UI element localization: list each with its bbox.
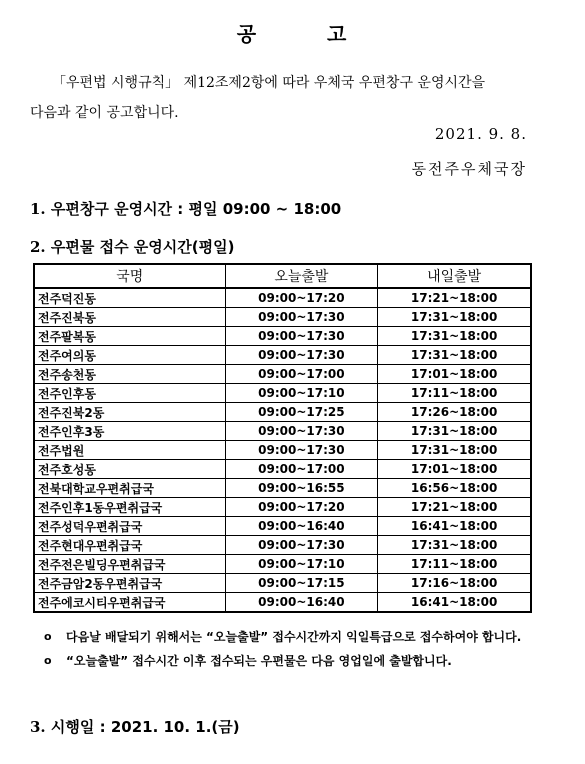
intro-line-1: 「우편법 시행규칙」 제12조제2항에 따라 우체국 우편창구 운영시간을 [52, 75, 486, 91]
office-name-cell: 전주에코시티우편취급국 [34, 593, 225, 613]
tomorrow-departure-cell: 16:41~18:00 [378, 517, 531, 536]
today-departure-cell: 09:00~17:10 [225, 555, 378, 574]
tomorrow-departure-cell: 17:31~18:00 [378, 422, 531, 441]
header-tomorrow-departure: 내일출발 [378, 264, 531, 288]
office-name-cell: 전주성덕우편취급국 [34, 517, 225, 536]
office-name-cell: 전주금암2동우편취급국 [34, 574, 225, 593]
today-departure-cell: 09:00~17:15 [225, 574, 378, 593]
note-text: 다음날 배달되기 위해서는 “오늘출발” 접수시간까지 익일특급으로 접수하여야 합니다. [66, 630, 522, 644]
note-item [44, 626, 544, 648]
intro-paragraph [30, 68, 555, 128]
office-name-cell: 전주송천동 [34, 365, 225, 384]
tomorrow-departure-cell: 17:21~18:00 [378, 288, 531, 308]
bullet-icon: o [44, 654, 52, 667]
tomorrow-departure-cell: 17:31~18:00 [378, 308, 531, 327]
tomorrow-departure-cell: 17:31~18:00 [378, 346, 531, 365]
tomorrow-departure-cell: 17:31~18:00 [378, 327, 531, 346]
note-item [44, 650, 544, 672]
notice-issuer: 동전주우체국장 [411, 160, 527, 178]
today-departure-cell: 09:00~17:10 [225, 384, 378, 403]
section-2-heading [30, 236, 234, 257]
today-departure-cell: 09:00~16:40 [225, 593, 378, 613]
table-row [34, 365, 531, 384]
notes-list [44, 626, 544, 672]
office-name-cell: 전주전은빌딩우편취급국 [34, 555, 225, 574]
table-row [34, 593, 531, 613]
tomorrow-departure-cell: 17:31~18:00 [378, 536, 531, 555]
tomorrow-departure-cell: 16:41~18:00 [378, 593, 531, 613]
table-row [34, 574, 531, 593]
office-name-cell: 전주덕진동 [34, 288, 225, 308]
tomorrow-departure-cell: 16:56~18:00 [378, 479, 531, 498]
tomorrow-departure-cell: 17:16~18:00 [378, 574, 531, 593]
section-3-text: 시행일 : 2021. 10. 1.(금) [50, 718, 240, 736]
table-row [34, 536, 531, 555]
section-2-number: 2. [30, 238, 46, 256]
office-name-cell: 전주인후동 [34, 384, 225, 403]
office-name-cell: 전주팔복동 [34, 327, 225, 346]
tomorrow-departure-cell: 17:21~18:00 [378, 498, 531, 517]
today-departure-cell: 09:00~17:30 [225, 536, 378, 555]
tomorrow-departure-cell: 17:01~18:00 [378, 460, 531, 479]
today-departure-cell: 09:00~17:20 [225, 288, 378, 308]
header-today-departure: 오늘출발 [225, 264, 378, 288]
tomorrow-departure-cell: 17:11~18:00 [378, 555, 531, 574]
section-3-number: 3. [30, 718, 46, 736]
section-1-text: 우편창구 운영시간 : 평일 09:00 ~ 18:00 [50, 200, 342, 218]
table-row [34, 498, 531, 517]
table-row [34, 403, 531, 422]
today-departure-cell: 09:00~17:30 [225, 441, 378, 460]
tomorrow-departure-cell: 17:01~18:00 [378, 365, 531, 384]
table-row [34, 346, 531, 365]
notice-title: 공 고 [236, 22, 349, 46]
section-1-number: 1. [30, 200, 46, 218]
office-name-cell: 전주진북동 [34, 308, 225, 327]
office-name-cell: 전주현대우편취급국 [34, 536, 225, 555]
section-3-heading [30, 716, 240, 737]
tomorrow-departure-cell: 17:31~18:00 [378, 441, 531, 460]
table-row [34, 479, 531, 498]
office-name-cell: 전주여의동 [34, 346, 225, 365]
intro-line-2: 다음과 같이 공고합니다. [30, 105, 179, 121]
office-name-cell: 전주진북2동 [34, 403, 225, 422]
header-office-name: 국명 [34, 264, 225, 288]
notice-date: 2021. 9. 8. [434, 125, 527, 143]
section-2-text: 우편물 접수 운영시간(평일) [50, 238, 235, 256]
office-name-cell: 전주인후3동 [34, 422, 225, 441]
table-row [34, 555, 531, 574]
table-row [34, 517, 531, 536]
table-row [34, 422, 531, 441]
table-row [34, 288, 531, 308]
office-name-cell: 전주호성동 [34, 460, 225, 479]
today-departure-cell: 09:00~16:40 [225, 517, 378, 536]
today-departure-cell: 09:00~16:55 [225, 479, 378, 498]
today-departure-cell: 09:00~17:30 [225, 308, 378, 327]
table-row [34, 384, 531, 403]
table-row [34, 460, 531, 479]
table-row [34, 327, 531, 346]
today-departure-cell: 09:00~17:30 [225, 346, 378, 365]
table-row [34, 441, 531, 460]
tomorrow-departure-cell: 17:26~18:00 [378, 403, 531, 422]
office-name-cell: 전북대학교우편취급국 [34, 479, 225, 498]
today-departure-cell: 09:00~17:25 [225, 403, 378, 422]
hours-table [33, 263, 532, 613]
office-name-cell: 전주인후1동우편취급국 [34, 498, 225, 517]
bullet-icon: o [44, 630, 52, 643]
table-row [34, 308, 531, 327]
table-header-row [34, 264, 531, 288]
today-departure-cell: 09:00~17:30 [225, 327, 378, 346]
today-departure-cell: 09:00~17:00 [225, 460, 378, 479]
note-text: “오늘출발” 접수시간 이후 접수되는 우편물은 다음 영업일에 출발합니다. [66, 654, 452, 668]
tomorrow-departure-cell: 17:11~18:00 [378, 384, 531, 403]
office-name-cell: 전주법원 [34, 441, 225, 460]
today-departure-cell: 09:00~17:20 [225, 498, 378, 517]
today-departure-cell: 09:00~17:00 [225, 365, 378, 384]
table-body [34, 288, 531, 612]
section-1-heading [30, 198, 341, 219]
today-departure-cell: 09:00~17:30 [225, 422, 378, 441]
